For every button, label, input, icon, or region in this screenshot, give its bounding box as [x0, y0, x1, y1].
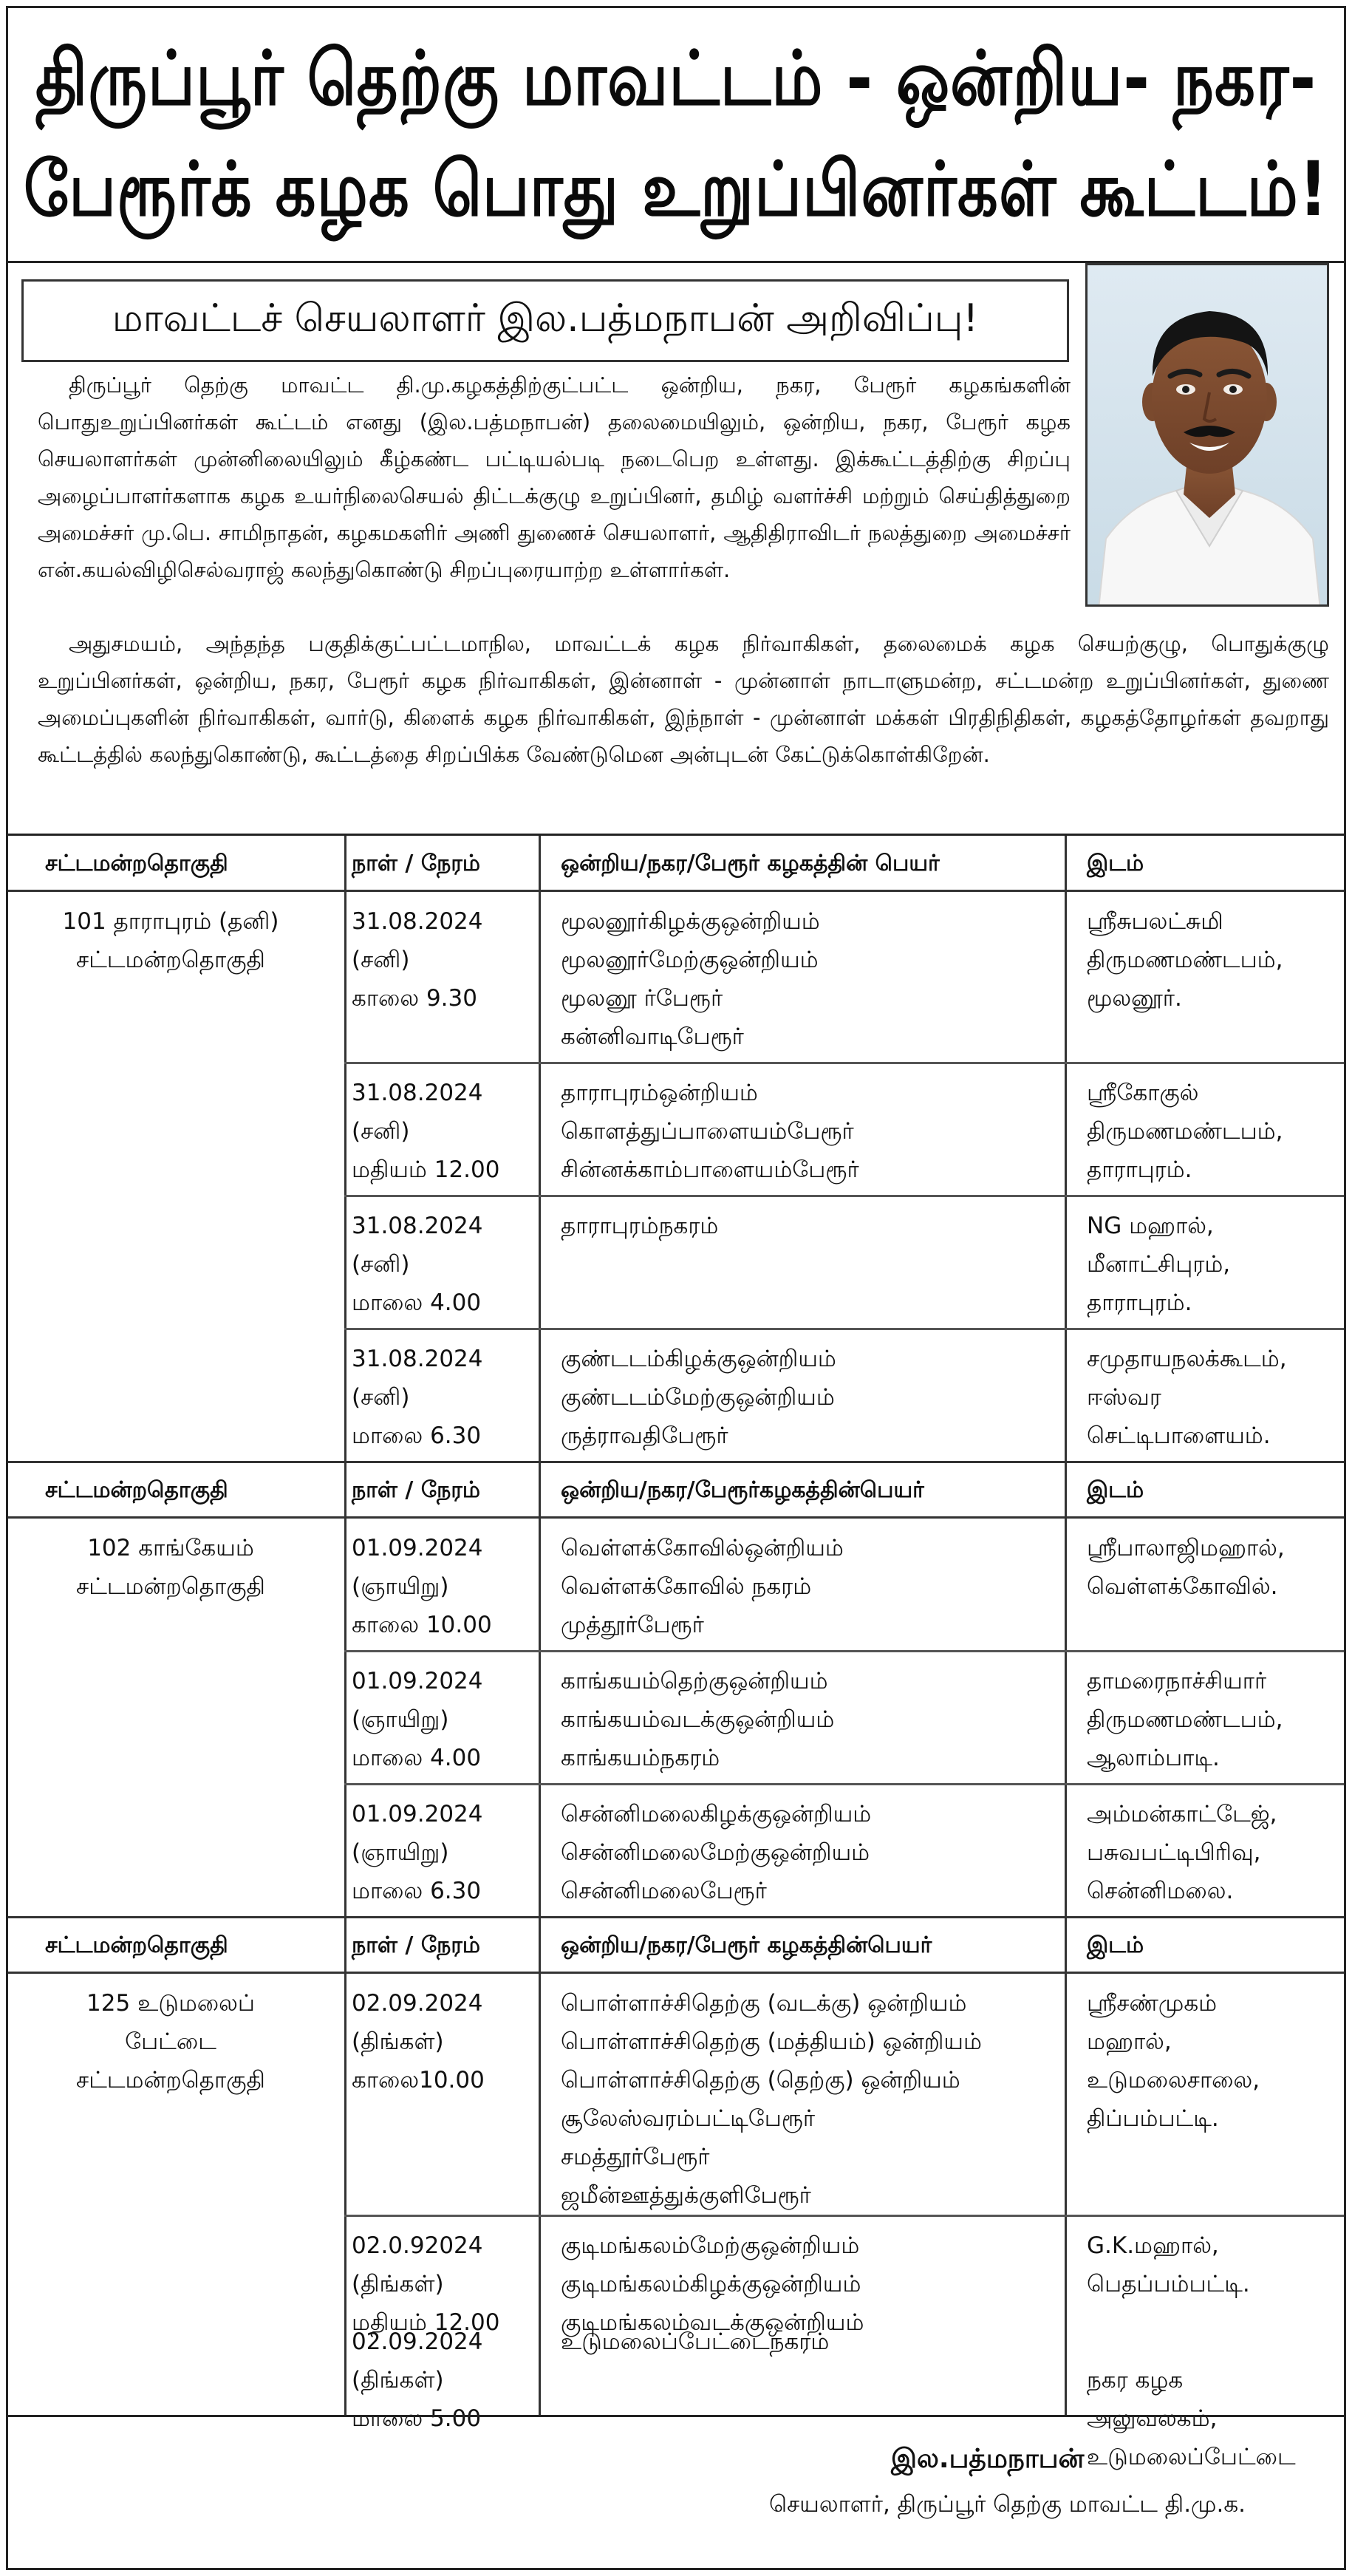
datetime-line: காலை 10.00	[352, 1612, 492, 1638]
meeting-datetime	[352, 1207, 483, 1322]
portrait-illustration	[1088, 265, 1329, 607]
venue-line: மூலனூர்.	[1087, 985, 1182, 1012]
units-line: சென்னிமலைபேரூர்	[561, 1878, 767, 1904]
datetime-line: 31.08.2024	[352, 1080, 483, 1106]
constituency-line: சட்டமன்றதொகுதி	[76, 1573, 265, 1600]
units-line: முத்தூர்பேரூர்	[561, 1612, 704, 1638]
venue-line: ஸ்ரீகோகுல்	[1087, 1080, 1199, 1106]
datetime-line: மாலை 6.30	[352, 1422, 482, 1449]
units-line: சென்னிமலைகிழக்குஒன்றியம்	[561, 1801, 872, 1827]
units-line: கொளத்துப்பாளையம்பேரூர்	[561, 1118, 854, 1145]
units-line: குடிமங்கலம்வடக்குஒன்றியம்	[561, 2309, 864, 2336]
constituency-line: 101 தாராபுரம் (தனி)	[62, 908, 279, 935]
secretary-photo	[1085, 263, 1329, 607]
column-header: இடம்	[1087, 1477, 1144, 1503]
datetime-line: மதியம் 12.00	[352, 1156, 500, 1183]
intro-section	[8, 263, 1344, 834]
meeting-datetime	[352, 1795, 483, 1910]
datetime-line: (ஞாயிறு)	[352, 1706, 449, 1733]
meeting-venue	[1087, 1529, 1285, 1606]
venue-line: அலுவலகம்,	[1087, 2405, 1218, 2432]
datetime-line: மாலை 6.30	[352, 1878, 482, 1904]
party-units	[561, 1529, 844, 1644]
units-line: கன்னிவாடிபேரூர்	[561, 1023, 744, 1050]
datetime-line: 02.09.2024	[352, 2328, 483, 2355]
party-units	[561, 1984, 982, 2215]
column-header: ஒன்றிய/நகர/பேரூர்கழகத்தின்பெயர்	[561, 1477, 924, 1503]
column-header: சட்டமன்றதொகுதி	[45, 1477, 228, 1503]
venue-line: திருமணமண்டபம்,	[1087, 947, 1283, 973]
meeting-datetime	[352, 1340, 483, 1455]
constituency-name	[38, 1529, 304, 1606]
units-line: சமத்தூர்பேரூர்	[561, 2144, 710, 2170]
venue-line: செட்டிபாளையம்.	[1087, 1422, 1271, 1449]
datetime-line: (சனி)	[352, 947, 410, 973]
datetime-line: (ஞாயிறு)	[352, 1839, 449, 1866]
datetime-line: 31.08.2024	[352, 1213, 483, 1239]
table-header-row	[8, 836, 1344, 892]
units-line: ருத்ராவதிபேரூர்	[561, 1422, 728, 1449]
datetime-line: (திங்கள்)	[352, 2367, 444, 2393]
row-divider	[344, 1783, 1344, 1785]
datetime-line: (ஞாயிறு)	[352, 1573, 449, 1600]
datetime-line: மாலை 4.00	[352, 1289, 482, 1316]
units-line: காங்கயம்நகரம்	[561, 1745, 720, 1771]
venue-line: அம்மன்காட்டேஜ்,	[1087, 1801, 1277, 1827]
units-line: சென்னிமலைமேற்குஒன்றியம்	[561, 1839, 870, 1866]
constituency-line: 102 காங்கேயம்	[87, 1535, 254, 1561]
units-line: குடிமங்கலம்மேற்குஒன்றியம்	[561, 2232, 860, 2259]
intro-paragraph-1: திருப்பூர் தெற்கு மாவட்ட தி.மு.கழகத்திற்குட்பட்ட ஒன்றிய, நகர, பேரூர் கழகங்களின் பொதுஉறுப்பினர்கள் கூட்டம் எனது (இல.பத்மநாபன்) தலைமையிலும், ஒன்றிய, நகர, பேரூர் கழக செயலாளர்கள் முன்னிலையிலும் கீழ்கண்ட பட்டியல்படி நடைபெற உள்ளது. இக்கூட்டத்திற்கு சிறப்பு அழைப்பாளர்களாக கழக உயர்நிலைசெயல் திட்டக்குழு உறுப்பினர், தமிழ் வளர்ச்சி மற்றும் செய்தித்துறை அமைச்சர் மு.பெ. சாமிநாதன், கழகமகளிர் அணி துணைச் செயலாளர், ஆதிதிராவிடர் நலத்துறை அமைச்சர் என்.கயல்விழிசெல்வராஜ் கலந்துகொண்டு சிறப்புரையாற்ற உள்ளார்கள்.	[38, 372, 1071, 582]
column-header: நாள் / நேரம்	[352, 851, 481, 876]
venue-line: உடுமலைசாலை,	[1087, 2067, 1260, 2093]
venue-line: திப்பம்பட்டி.	[1087, 2105, 1219, 2132]
datetime-line: மாலை 5.00	[352, 2405, 482, 2432]
headline-line-1: திருப்பூர் தெற்கு மாவட்டம் - ஒன்றிய- நகர-	[35, 35, 1317, 123]
column-header: ஒன்றிய/நகர/பேரூர் கழகத்தின் பெயர்	[561, 851, 940, 876]
party-units	[561, 1340, 836, 1455]
datetime-line: 01.09.2024	[352, 1801, 483, 1827]
venue-line: ஈஸ்வர	[1087, 1384, 1161, 1411]
units-line: பொள்ளாச்சிதெற்கு (தெற்கு) ஒன்றியம்	[561, 2067, 960, 2093]
units-line: சூலேஸ்வரம்பட்டிபேரூர்	[561, 2105, 816, 2132]
datetime-line: 01.09.2024	[352, 1668, 483, 1694]
venue-line: பெதப்பம்பட்டி.	[1087, 2271, 1250, 2297]
column-header: இடம்	[1087, 851, 1144, 876]
constituency-line: பேட்டை	[125, 2028, 216, 2055]
meeting-venue	[1087, 902, 1283, 1018]
party-units	[561, 1207, 718, 1245]
datetime-line: 02.0.92024	[352, 2232, 483, 2259]
table-header-row	[8, 1918, 1344, 1974]
datetime-line: 02.09.2024	[352, 1990, 483, 2017]
datetime-line: (சனி)	[352, 1384, 410, 1411]
intro-paragraph-2: அதுசமயம், அந்தந்த பகுதிக்குட்பட்டமாநில, மாவட்டக் கழக நிர்வாகிகள், தலைமைக் கழக செயற்குழு, பொதுக்குழு உறுப்பினர்கள், ஒன்றிய, நகர, பேரூர் கழக நிர்வாகிகள், இன்னாள் - முன்னாள் நாடாளுமன்ற, சட்டமன்ற உறுப்பினர்கள், துணை அமைப்புகளின் நிர்வாகிகள், வார்டு, கிளைக் கழக நிர்வாகிகள், இந்நாள் - முன்னாள் மக்கள் பிரதிநிதிகள், கழகத்தோழர்கள் தவறாது கூட்டத்தில் கலந்துகொண்டு, கூட்டத்தை சிறப்பிக்க வேண்டுமென அன்புடன் கேட்டுக்கொள்கிறேன்.	[38, 631, 1329, 767]
units-line: காங்கயம்தெற்குஒன்றியம்	[561, 1668, 828, 1694]
constituency-line: 125 உடுமலைப்	[86, 1990, 255, 2017]
units-line: காங்கயம்வடக்குஒன்றியம்	[561, 1706, 835, 1733]
units-line: தாராபுரம்ஒன்றியம்	[561, 1080, 758, 1106]
units-line: மூலனூர்மேற்குஒன்றியம்	[561, 947, 819, 973]
units-line: மூலனூர்கிழக்குஒன்றியம்	[561, 908, 820, 935]
venue-line: ஸ்ரீசுபலட்சுமி	[1087, 908, 1223, 935]
column-header: சட்டமன்றதொகுதி	[45, 851, 228, 876]
meeting-datetime	[352, 1984, 485, 2099]
meeting-venue	[1087, 1795, 1277, 1910]
row-divider	[344, 1650, 1344, 1652]
venue-line: G.K.மஹால்,	[1087, 2232, 1219, 2259]
signature-block	[8, 2415, 1344, 2568]
venue-line: தாமரைநாச்சியார்	[1087, 1668, 1267, 1694]
signatory-name: இல.பத்மநாபன்	[891, 2444, 1085, 2474]
venue-line: திருமணமண்டபம்,	[1087, 1706, 1283, 1733]
units-line: குண்டடம்கிழக்குஒன்றியம்	[561, 1346, 836, 1372]
column-divider	[1065, 836, 1067, 2415]
signatory-role: செயலாளர், திருப்பூர் தெற்கு மாவட்ட தி.மு.க.	[769, 2491, 1246, 2518]
venue-line	[1087, 2323, 1296, 2361]
row-divider	[344, 1195, 1344, 1197]
column-header: இடம்	[1087, 1932, 1144, 1958]
meeting-venue	[1087, 1984, 1260, 2138]
headline-line-2: பேரூர்க் கழக பொது உறுப்பினர்கள் கூட்டம்!	[24, 146, 1328, 234]
meeting-datetime	[352, 1529, 492, 1644]
venue-line: மஹால்,	[1087, 2028, 1172, 2055]
datetime-line: 31.08.2024	[352, 908, 483, 935]
datetime-line: (திங்கள்)	[352, 2028, 444, 2055]
meeting-venue	[1087, 1662, 1283, 1777]
subtitle-box: மாவட்டச் செயலாளர் இல.பத்மநாபன் அறிவிப்பு!	[21, 279, 1069, 362]
party-units	[561, 902, 820, 1056]
units-line: பொள்ளாச்சிதெற்கு (வடக்கு) ஒன்றியம்	[561, 1990, 967, 2017]
units-line: சின்னக்காம்பாளையம்பேரூர்	[561, 1156, 859, 1183]
party-units	[561, 1795, 871, 1910]
venue-line: NG மஹால்,	[1087, 1213, 1214, 1239]
constituency-name	[38, 902, 304, 979]
meeting-datetime	[352, 1662, 483, 1777]
column-header: நாள் / நேரம்	[352, 1932, 481, 1958]
datetime-line: 31.08.2024	[352, 1346, 483, 1372]
row-divider	[344, 1328, 1344, 1330]
column-header: சட்டமன்றதொகுதி	[45, 1932, 228, 1958]
venue-line: சென்னிமலை.	[1087, 1878, 1234, 1904]
column-header: ஒன்றிய/நகர/பேரூர் கழகத்தின்பெயர்	[561, 1932, 932, 1958]
venue-line: தாராபுரம்.	[1087, 1156, 1192, 1183]
constituency-name	[38, 1984, 304, 2099]
venue-line: சமுதாயநலக்கூடம்,	[1087, 1346, 1287, 1372]
venue-line: ஸ்ரீபாலாஜிமஹால்,	[1087, 1535, 1285, 1561]
units-line: பொள்ளாச்சிதெற்கு (மத்தியம்) ஒன்றியம்	[561, 2028, 982, 2055]
datetime-line: காலை 9.30	[352, 985, 477, 1012]
venue-line: ஆலாம்பாடி.	[1087, 1745, 1220, 1771]
meeting-venue	[1087, 1207, 1230, 1322]
units-line: தாராபுரம்நகரம்	[561, 1213, 719, 1239]
units-line: வெள்ளக்கோவில் நகரம்	[561, 1573, 812, 1600]
units-line: ஜமீன்ஊத்துக்குளிபேரூர்	[561, 2182, 811, 2209]
units-line: குண்டடம்மேற்குஒன்றியம்	[561, 1384, 835, 1411]
party-units	[561, 1074, 859, 1189]
datetime-line: 01.09.2024	[352, 1535, 483, 1561]
headline	[8, 8, 1344, 263]
venue-line: பசுவபட்டிபிரிவு,	[1087, 1839, 1261, 1866]
meeting-venue	[1087, 2226, 1250, 2303]
datetime-line: (சனி)	[352, 1118, 410, 1145]
datetime-line: காலை10.00	[352, 2067, 485, 2093]
meeting-venue	[1087, 1074, 1283, 1189]
column-divider	[344, 836, 346, 2415]
meeting-datetime	[352, 902, 483, 1018]
row-divider	[344, 1062, 1344, 1064]
meeting-venue	[1087, 1340, 1287, 1455]
party-units	[561, 2323, 829, 2361]
notice-page	[6, 6, 1346, 2570]
units-line: குடிமங்கலம்கிழக்குஒன்றியம்	[561, 2271, 861, 2297]
venue-line: ஸ்ரீசண்முகம்	[1087, 1990, 1218, 2017]
datetime-line: மதியம் 12.00	[352, 2309, 500, 2336]
venue-line: திருமணமண்டபம்,	[1087, 1118, 1283, 1145]
venue-line: உடுமலைப்பேட்டை	[1087, 2444, 1296, 2470]
party-units	[561, 1662, 834, 1777]
table-header-row	[8, 1462, 1344, 1519]
column-header: நாள் / நேரம்	[352, 1477, 481, 1503]
row-divider	[344, 2215, 1344, 2217]
column-divider	[539, 836, 541, 2415]
units-line: மூலனூ ர்பேரூர்	[561, 985, 723, 1012]
units-line: வெள்ளக்கோவில்ஒன்றியம்	[561, 1535, 844, 1561]
constituency-line: சட்டமன்றதொகுதி	[76, 2067, 265, 2093]
venue-line: நகர கழக	[1087, 2367, 1184, 2393]
meeting-datetime	[352, 1074, 499, 1189]
constituency-line: சட்டமன்றதொகுதி	[76, 947, 265, 973]
datetime-line: மாலை 4.00	[352, 1745, 482, 1771]
datetime-line: (சனி)	[352, 1251, 410, 1278]
venue-line: மீனாட்சிபுரம்,	[1087, 1251, 1231, 1278]
venue-line: வெள்ளக்கோவில்.	[1087, 1573, 1278, 1600]
units-line: உடுமலைப்பேட்டைநகரம்	[561, 2328, 830, 2355]
venue-line: தாராபுரம்.	[1087, 1289, 1192, 1316]
datetime-line: (திங்கள்)	[352, 2271, 444, 2297]
